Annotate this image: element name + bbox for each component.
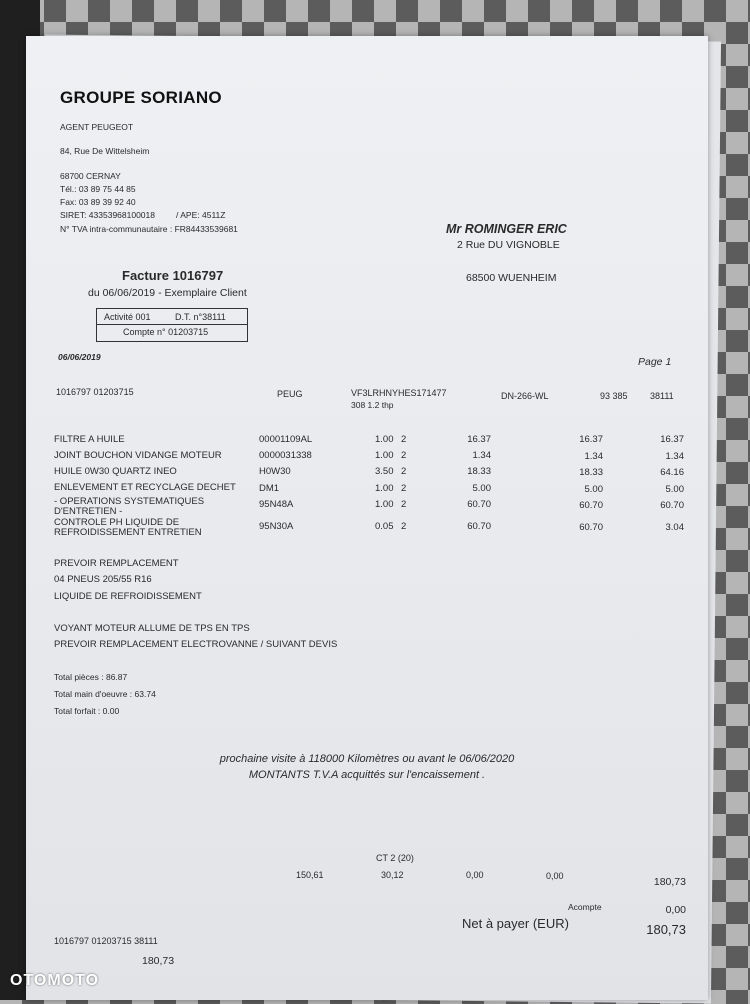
page-number: Page 1 — [638, 356, 672, 368]
tva-note: MONTANTS T.V.A acquittés sur l'encaissement . — [248, 769, 486, 781]
line-description-cont: D'ENTRETIEN - — [54, 506, 123, 517]
line-total: 3.04 — [665, 522, 684, 533]
company-phone: Tél.: 03 89 75 44 85 — [60, 184, 136, 194]
line-description: HUILE 0W30 QUARTZ INEO — [54, 466, 177, 477]
company-tva-number: N° TVA intra-communautaire : FR84433539681 — [60, 224, 238, 234]
company-name: GROUPE SORIANO — [60, 88, 222, 107]
line-net-price: 60.70 — [579, 500, 603, 511]
note-line: PREVOIR REMPLACEMENT — [54, 558, 179, 569]
line-net-price: 16.37 — [579, 434, 603, 445]
note-line: PREVOIR REMPLACEMENT ELECTROVANNE / SUIVANT DEVIS — [54, 639, 338, 650]
vehicle-brand: PEUG — [277, 389, 303, 399]
client-city: 68500 WUENHEIM — [466, 272, 557, 284]
line-description: ENLEVEMENT ET RECYCLAGE DECHET — [54, 482, 236, 493]
line-code: 00001109AL — [259, 434, 313, 445]
note-line: 04 PNEUS 205/55 R16 — [54, 574, 152, 585]
line-qty: 1.00 — [375, 483, 394, 494]
line-net-price: 1.34 — [584, 451, 603, 462]
line-code: 0000031338 — [259, 450, 312, 461]
vehicle-dt: 38111 — [650, 391, 674, 401]
line-code: DM1 — [259, 483, 280, 494]
company-agent: AGENT PEUGEOT — [60, 122, 134, 132]
company-fax: Fax: 03 89 39 92 40 — [60, 197, 136, 207]
account-number: Compte n° 01203715 — [123, 327, 209, 337]
client-street: 2 Rue DU VIGNOBLE — [457, 239, 560, 251]
line-code: 95N30A — [259, 521, 294, 532]
client-name: Mr ROMINGER ERIC — [446, 222, 567, 236]
company-address-street: 84, Rue De Wittelsheim — [60, 146, 150, 156]
total-pieces: Total pièces : 86.87 — [54, 672, 128, 682]
net-to-pay-label: Net à payer (EUR) — [462, 916, 569, 931]
summary-zero-2: 0,00 — [546, 871, 564, 881]
line-description: CONTROLE PH LIQUIDE DE — [54, 517, 180, 528]
line-price: 18.33 — [467, 466, 491, 477]
line-description: - OPERATIONS SYSTEMATIQUES — [54, 496, 205, 507]
summary-zero-1: 0,00 — [466, 870, 484, 880]
invoice-title: Facture 1016797 — [122, 268, 224, 283]
company-ape: / APE: 4511Z — [176, 210, 226, 220]
company-siret: SIRET: 43353968100018 — [60, 210, 155, 220]
line-code: H0W30 — [259, 466, 291, 477]
total-labour: Total main d'oeuvre : 63.74 — [54, 689, 156, 699]
activity-box-divider — [97, 324, 247, 325]
invoice-date: 06/06/2019 — [58, 352, 101, 362]
activity-code: Activité 001 — [104, 312, 151, 322]
line-total: 1.34 — [665, 451, 684, 462]
line-description-cont: REFROIDISSEMENT ENTRETIEN — [54, 527, 202, 538]
line-qty: 0.05 — [375, 521, 394, 532]
line-total: 60.70 — [660, 500, 684, 511]
summary-base-ht: 150,61 — [296, 870, 324, 880]
line-qty: 1.00 — [375, 499, 394, 510]
ct-label: CT 2 (20) — [376, 853, 414, 863]
total-forfait: Total forfait : 0.00 — [54, 706, 120, 716]
line-code: 95N48A — [259, 499, 294, 510]
summary-tva-amount: 30,12 — [381, 870, 404, 880]
activity-dt: D.T. n°38111 — [175, 312, 226, 322]
line-total: 16.37 — [660, 434, 684, 445]
line-tva-code: 2 — [401, 434, 407, 445]
line-price: 5.00 — [472, 483, 491, 494]
line-qty: 3.50 — [375, 466, 394, 477]
line-total: 64.16 — [660, 467, 684, 478]
next-visit-note: prochaine visite à 118000 Kilomètres ou avant le 06/06/2020 — [219, 753, 515, 765]
company-address-city: 68700 CERNAY — [60, 171, 121, 181]
line-qty: 1.00 — [375, 434, 394, 445]
acompte-label: Acompte — [568, 902, 602, 912]
watermark-logo: OTOMOTO — [10, 972, 100, 989]
line-net-price: 60.70 — [579, 522, 603, 533]
line-total: 5.00 — [665, 484, 684, 495]
line-tva-code: 2 — [401, 450, 407, 461]
line-price: 60.70 — [467, 521, 491, 532]
line-qty: 1.00 — [375, 450, 394, 461]
invoice-paper — [26, 36, 708, 1000]
activity-box — [96, 308, 248, 342]
net-to-pay-amount: 180,73 — [646, 922, 686, 937]
acompte-amount: 0,00 — [665, 904, 686, 916]
note-line: LIQUIDE DE REFROIDISSEMENT — [54, 591, 202, 602]
line-tva-code: 2 — [401, 466, 407, 477]
invoice-subtitle: du 06/06/2019 - Exemplaire Client — [88, 287, 247, 299]
line-description: JOINT BOUCHON VIDANGE MOTEUR — [54, 450, 222, 461]
vehicle-model: 308 1.2 thp — [351, 400, 394, 410]
line-price: 16.37 — [467, 434, 491, 445]
line-tva-code: 2 — [401, 499, 407, 510]
line-price: 60.70 — [467, 499, 491, 510]
line-net-price: 5.00 — [584, 484, 603, 495]
summary-total-ttc: 180,73 — [653, 876, 686, 888]
line-price: 1.34 — [472, 450, 491, 461]
bottom-amount: 180,73 — [142, 955, 175, 967]
vehicle-mileage: 93 385 — [600, 391, 628, 401]
line-net-price: 18.33 — [579, 467, 603, 478]
bottom-reference: 1016797 01203715 38111 — [54, 936, 158, 946]
line-tva-code: 2 — [401, 483, 407, 494]
vehicle-vin: VF3LRHNYHES171477 — [351, 388, 447, 398]
line-description: FILTRE A HUILE — [54, 434, 125, 445]
note-line: VOYANT MOTEUR ALLUME DE TPS EN TPS — [54, 623, 250, 634]
line-tva-code: 2 — [401, 521, 407, 532]
vehicle-ref: 1016797 01203715 — [56, 387, 134, 397]
vehicle-plate: DN-266-WL — [501, 391, 549, 401]
